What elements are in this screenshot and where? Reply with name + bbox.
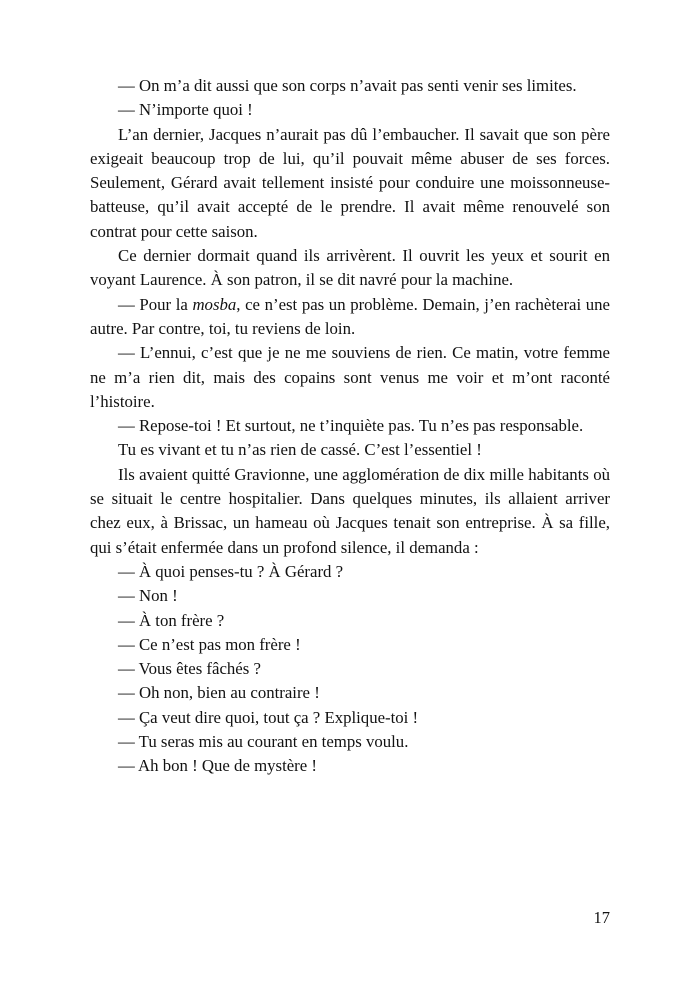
paragraph-text: Ils avaient quitté Gravionne, une agglomération de dix mille habitants où se situait le centre hospitalier. Dans quelques minutes, ils allaient arriver chez eux, à Brissac, un hameau où Jacques tenait son entreprise. À sa fille, qui s’était enfermée dans un profond silence, il demanda : (90, 464, 610, 557)
text-block (90, 74, 610, 779)
paragraph-text: Ce dernier dormait quand ils arrivèrent. Il ouvrit les yeux et sourit en voyant Laurence. À son patron, il se dit navré pour la machine. (90, 246, 610, 290)
paragraph (90, 463, 610, 560)
paragraph-text: — On m’a dit aussi que son corps n’avait pas senti venir ses limites. (118, 76, 577, 95)
paragraph (90, 123, 610, 244)
paragraph (90, 74, 610, 98)
paragraph (90, 414, 610, 438)
paragraph-text: — L’ennui, c’est que je ne me souviens de rien. Ce matin, votre femme ne m’a rien dit, mais des copains sont venus me voir et m’ont raconté l’histoire. (90, 343, 610, 411)
paragraph-text-italic: mosba (192, 294, 237, 314)
paragraph-text: — Oh non, bien au contraire ! (118, 683, 320, 703)
paragraph (90, 98, 610, 122)
paragraph (90, 657, 610, 681)
paragraph (90, 754, 610, 778)
paragraph-text: , ce n’est pas un problème. Demain, j’en rachèterai une autre. Par contre, toi, tu reviens de loin. (90, 294, 610, 338)
paragraph-text: — Ah bon ! Que de mystère ! (118, 756, 317, 776)
paragraph-text: — Pour la (118, 294, 193, 314)
paragraph (90, 681, 610, 705)
paragraph (90, 706, 610, 730)
paragraph-text: — Vous êtes fâchés ? (118, 659, 261, 679)
paragraph (90, 730, 610, 754)
paragraph-text: — Ça veut dire quoi, tout ça ? Explique-toi ! (118, 707, 419, 727)
paragraph-text: — À quoi penses-tu ? À Gérard ? (118, 561, 344, 581)
paragraph (90, 293, 610, 342)
page-footer (90, 908, 610, 928)
paragraph (90, 609, 610, 633)
paragraph (90, 584, 610, 608)
paragraph (90, 244, 610, 293)
paragraph-text: Tu es vivant et tu n’as rien de cassé. C’est l’essentiel ! (118, 440, 482, 460)
paragraph-text: — Repose-toi ! Et surtout, ne t’inquiète pas. Tu n’es pas responsable. (118, 416, 584, 436)
paragraph-text: — N’importe quoi ! (118, 100, 253, 120)
page-number: 17 (593, 908, 610, 927)
paragraph-text: L’an dernier, Jacques n’aurait pas dû l’embaucher. Il savait que son père exigeait beaucoup trop de lui, qu’il pouvait même abuser de ses forces. Seulement, Gérard avait tellement insisté pour conduire une moissonneuse-batteuse, qu’il avait accepté de le prendre. Il avait même renouvelé son contrat pour cette saison. (90, 124, 610, 241)
paragraph-text: — Tu seras mis au courant en temps voulu. (118, 732, 409, 752)
paragraph (90, 438, 610, 462)
paragraph (90, 341, 610, 414)
paragraph (90, 633, 610, 657)
paragraph-text: — Non ! (118, 586, 178, 606)
paragraph-text: — Ce n’est pas mon frère ! (118, 634, 301, 654)
paragraph (90, 560, 610, 584)
paragraph-text: — À ton frère ? (118, 610, 225, 630)
